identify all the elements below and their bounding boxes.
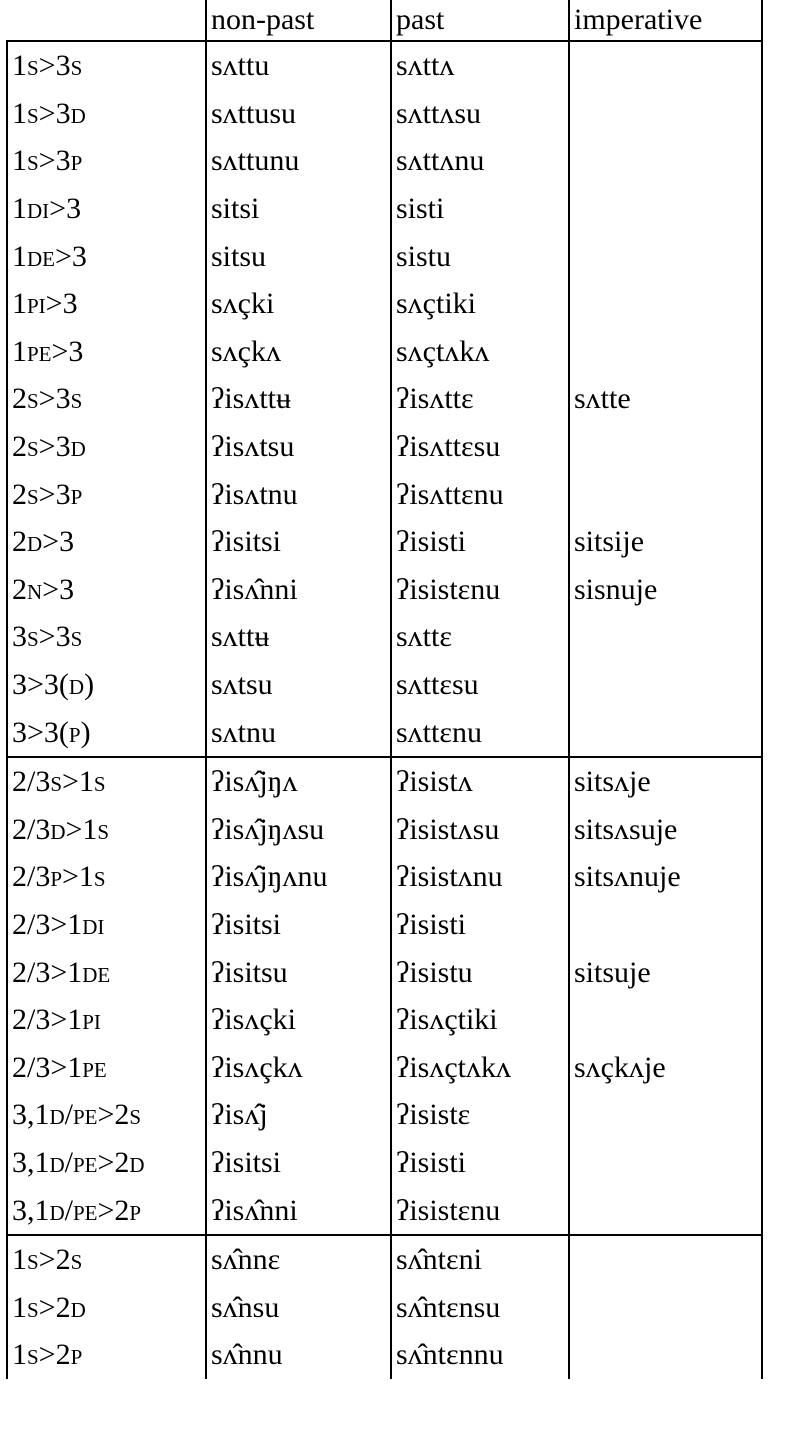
non-past-cell: ʔisʌ̂j [206,1091,391,1139]
non-past-cell: ʔisʌçkʌ [206,1043,391,1091]
past-cell: ʔisʌçtiki [391,996,569,1044]
past-cell: sistu [391,232,569,280]
person-cell: 1s>3p [7,137,206,185]
imperative-cell: sisnuje [569,566,762,614]
imperative-cell: sʌçkʌje [569,1043,762,1091]
past-cell: sʌttʌ [391,41,569,90]
imperative-cell: sitsije [569,518,762,566]
header-person [7,0,206,41]
table-row [7,232,762,280]
non-past-cell: ʔisʌtsu [206,423,391,471]
past-cell: sʌttɛnu [391,708,569,757]
non-past-cell: sʌttu [206,41,391,90]
non-past-cell: sʌ̂nsu [206,1283,391,1331]
non-past-cell: sʌ̂nnɛ [206,1235,391,1284]
table-row [7,613,762,661]
person-cell: 2d>3 [7,518,206,566]
non-past-cell: sʌttʉ [206,613,391,661]
past-cell: sʌttɛsu [391,661,569,709]
imperative-cell: sitsʌnuje [569,853,762,901]
imperative-cell [569,423,762,471]
group-3 [7,1235,762,1379]
person-cell: 2/3s>1s [7,757,206,806]
table-row [7,948,762,996]
imperative-cell: sʌtte [569,375,762,423]
imperative-cell [569,470,762,518]
person-cell: 3,1d/pe>2s [7,1091,206,1139]
table-row [7,185,762,233]
person-cell: 3,1d/pe>2p [7,1186,206,1235]
person-cell: 3>3(d) [7,661,206,709]
past-cell: ʔisʌttɛ [391,375,569,423]
table-row [7,806,762,854]
non-past-cell: ʔisʌ̂jŋʌsu [206,806,391,854]
person-cell: 1s>2p [7,1331,206,1379]
imperative-cell [569,41,762,90]
person-cell: 1pi>3 [7,280,206,328]
table-row [7,423,762,471]
imperative-cell [569,1186,762,1235]
imperative-cell [569,185,762,233]
table-row [7,1283,762,1331]
past-cell: ʔisisti [391,901,569,949]
person-cell: 2/3d>1s [7,806,206,854]
header-row [7,0,762,41]
past-cell: ʔisʌttɛnu [391,470,569,518]
non-past-cell: ʔisʌ̂jŋʌ [206,757,391,806]
person-cell: 2n>3 [7,566,206,614]
past-cell: sʌttɛ [391,613,569,661]
past-cell: sʌ̂ntɛnsu [391,1283,569,1331]
table-row [7,901,762,949]
imperative-cell: sitsʌsuje [569,806,762,854]
person-cell: 3>3(p) [7,708,206,757]
header-imperative: imperative [569,0,762,41]
person-cell: 2s>3p [7,470,206,518]
imperative-cell [569,1139,762,1187]
non-past-cell: sitsu [206,232,391,280]
person-cell: 2/3>1di [7,901,206,949]
imperative-cell [569,137,762,185]
header-non-past: non-past [206,0,391,41]
imperative-cell [569,90,762,138]
past-cell: sʌçtʌkʌ [391,328,569,376]
past-cell: ʔisistɛnu [391,566,569,614]
person-cell: 3,1d/pe>2d [7,1139,206,1187]
imperative-cell: sitsʌje [569,757,762,806]
non-past-cell: sʌttunu [206,137,391,185]
imperative-cell [569,1235,762,1284]
past-cell: ʔisʌçtʌkʌ [391,1043,569,1091]
table-row [7,1331,762,1379]
past-cell: ʔisistɛ [391,1091,569,1139]
past-cell: ʔisisti [391,1139,569,1187]
imperative-cell [569,1091,762,1139]
table-row [7,708,762,757]
non-past-cell: ʔisitsi [206,901,391,949]
table-row [7,853,762,901]
table-row [7,1186,762,1235]
person-cell: 2/3>1de [7,948,206,996]
non-past-cell: ʔisʌ̂nni [206,1186,391,1235]
group-2 [7,757,762,1235]
table-row [7,518,762,566]
non-past-cell: ʔisʌttʉ [206,375,391,423]
person-cell: 1s>3d [7,90,206,138]
group-1 [7,41,762,757]
table-row [7,757,762,806]
person-cell: 2s>3d [7,423,206,471]
past-cell: ʔisistʌnu [391,853,569,901]
past-cell: ʔisistʌ [391,757,569,806]
table-row [7,137,762,185]
person-cell: 1de>3 [7,232,206,280]
person-cell: 2s>3s [7,375,206,423]
non-past-cell: ʔisʌçki [206,996,391,1044]
imperative-cell [569,613,762,661]
person-cell: 1pe>3 [7,328,206,376]
past-cell: ʔisʌttɛsu [391,423,569,471]
person-cell: 2/3>1pe [7,1043,206,1091]
past-cell: ʔisisti [391,518,569,566]
non-past-cell: sʌçkʌ [206,328,391,376]
non-past-cell: ʔisitsi [206,1139,391,1187]
imperative-cell [569,661,762,709]
table-row [7,1091,762,1139]
imperative-cell [569,996,762,1044]
table-row [7,41,762,90]
imperative-cell [569,280,762,328]
past-cell: sʌ̂ntɛnnu [391,1331,569,1379]
person-cell: 2/3p>1s [7,853,206,901]
non-past-cell: ʔisitsu [206,948,391,996]
table-row [7,90,762,138]
non-past-cell: sʌçki [206,280,391,328]
non-past-cell: ʔisʌtnu [206,470,391,518]
table-row [7,328,762,376]
person-cell: 1di>3 [7,185,206,233]
past-cell: ʔisistɛnu [391,1186,569,1235]
paradigm-table [6,0,763,1379]
table-header [7,0,762,41]
imperative-cell [569,328,762,376]
person-cell: 3s>3s [7,613,206,661]
person-cell: 2/3>1pi [7,996,206,1044]
table-row [7,1235,762,1284]
past-cell: sʌçtiki [391,280,569,328]
non-past-cell: sʌ̂nnu [206,1331,391,1379]
non-past-cell: sʌtsu [206,661,391,709]
past-cell: sʌttʌnu [391,137,569,185]
table-row [7,1043,762,1091]
imperative-cell: sitsuje [569,948,762,996]
non-past-cell: sitsi [206,185,391,233]
past-cell: ʔisistu [391,948,569,996]
table-row [7,470,762,518]
table-row [7,661,762,709]
non-past-cell: ʔisitsi [206,518,391,566]
non-past-cell: sʌttusu [206,90,391,138]
person-cell: 1s>2s [7,1235,206,1284]
header-past: past [391,0,569,41]
imperative-cell [569,901,762,949]
imperative-cell [569,232,762,280]
past-cell: sisti [391,185,569,233]
past-cell: sʌttʌsu [391,90,569,138]
non-past-cell: sʌtnu [206,708,391,757]
past-cell: sʌ̂ntɛni [391,1235,569,1284]
table-row [7,1139,762,1187]
table-row [7,566,762,614]
imperative-cell [569,1331,762,1379]
imperative-cell [569,1283,762,1331]
table-row [7,996,762,1044]
non-past-cell: ʔisʌ̂nni [206,566,391,614]
person-cell: 1s>3s [7,41,206,90]
table-row [7,375,762,423]
person-cell: 1s>2d [7,1283,206,1331]
imperative-cell [569,708,762,757]
table-row [7,280,762,328]
non-past-cell: ʔisʌ̂jŋʌnu [206,853,391,901]
past-cell: ʔisistʌsu [391,806,569,854]
